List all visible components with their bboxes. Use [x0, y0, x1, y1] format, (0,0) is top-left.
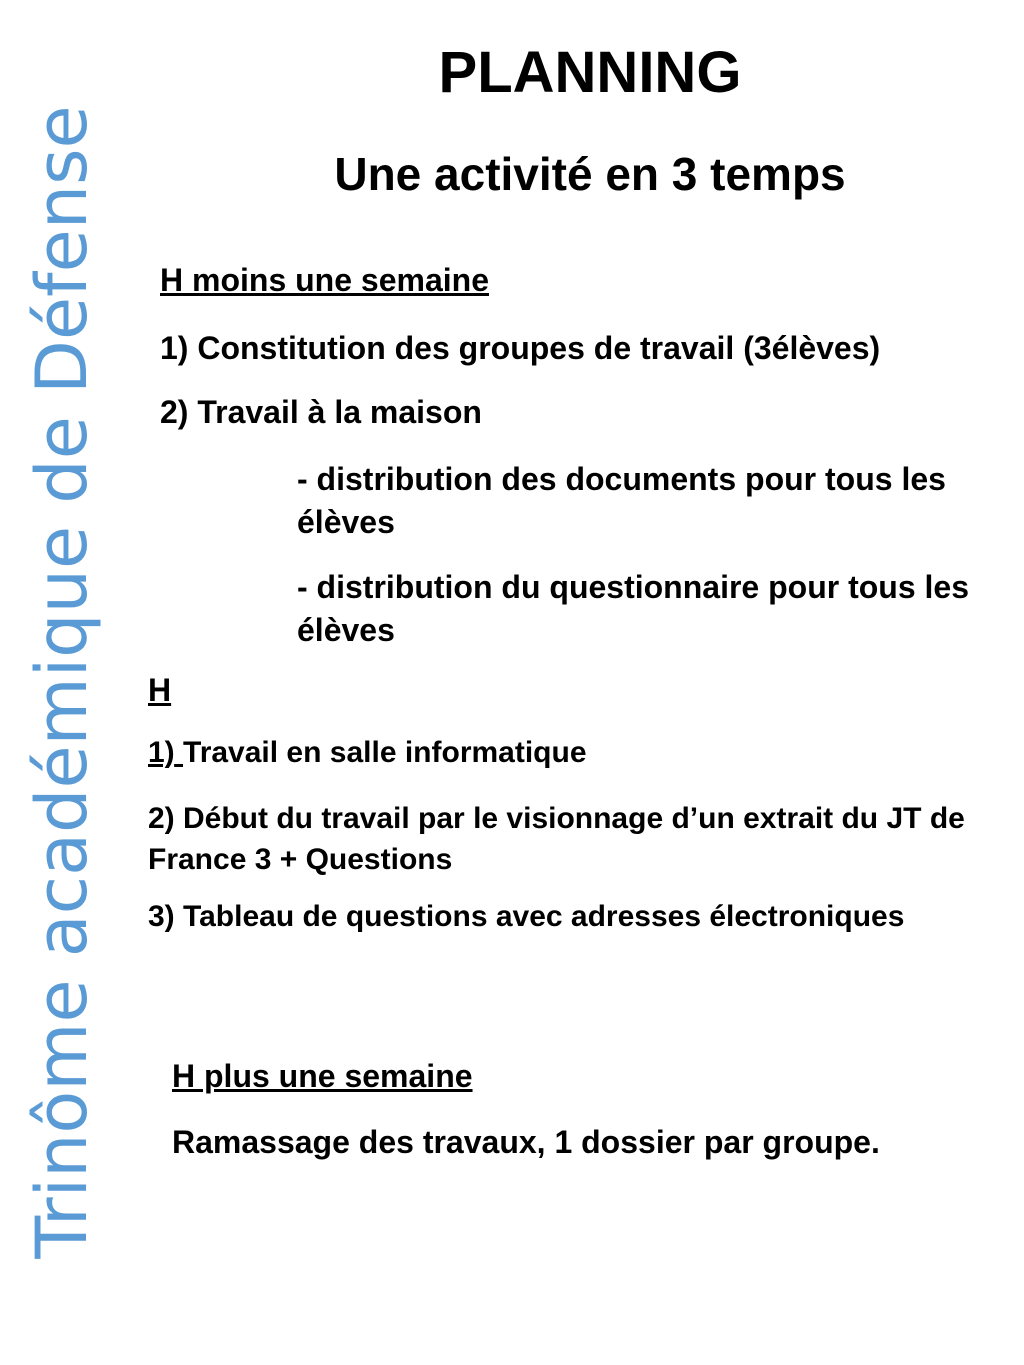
section-heading-before: H moins une semaine [160, 262, 489, 298]
list-item: 3) Tableau de questions avec adresses électroniques [148, 900, 905, 933]
paragraph: Ramassage des travaux, 1 dossier par groupe. [172, 1124, 880, 1160]
sub-list-item: - distribution des documents pour tous les élèves [297, 461, 946, 540]
page-subtitle: Une activité en 3 temps [334, 148, 846, 200]
page-title: PLANNING [438, 40, 742, 105]
item-text: Travail en salle informatique [183, 736, 587, 769]
list-item [148, 736, 587, 771]
list-item: 1) Constitution des groupes de travail (3élèves) [160, 330, 881, 366]
section-heading-day: H [148, 672, 172, 708]
section-heading-after: H plus une semaine [172, 1058, 473, 1094]
item-number: 1) [148, 736, 175, 769]
sub-list-item: - distribution du questionnaire pour tous les élèves [297, 569, 969, 648]
list-item: 2) Travail à la maison [160, 394, 482, 430]
side-title: Trinôme académique de Défense [21, 105, 103, 1259]
list-item: 2) Début du travail par le visionnage d’un extrait du JT de France 3 + Questions [148, 802, 965, 876]
